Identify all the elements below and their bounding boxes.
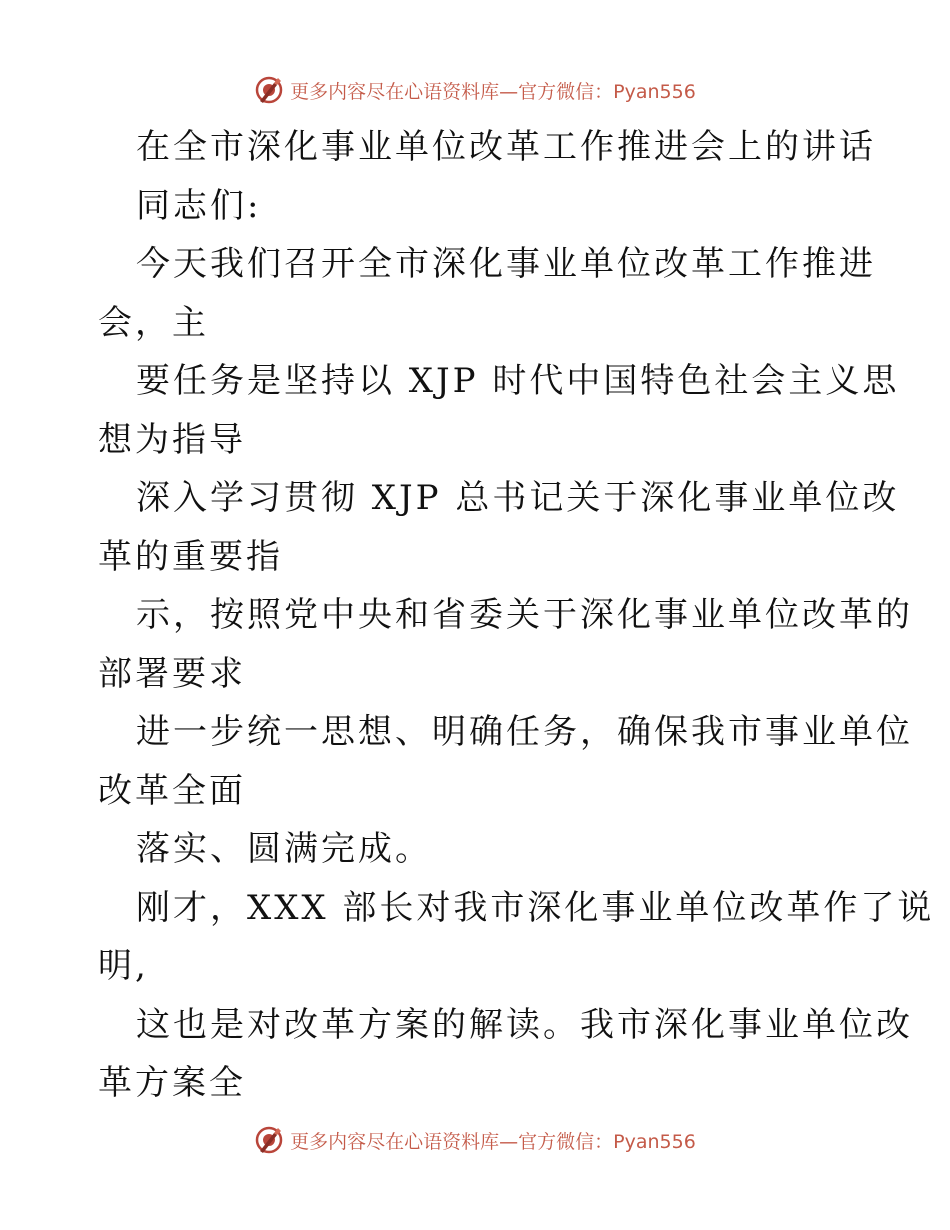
- paragraph-line: 深入学习贯彻 XJP 总书记关于深化事业单位改: [136, 478, 900, 518]
- document-title: 在全市深化事业单位改革工作推进会上的讲话: [136, 127, 876, 167]
- paragraph-line: 落实、圆满完成。: [136, 829, 432, 869]
- paragraph-line: 想为指导: [98, 419, 246, 460]
- footer-watermark: [0, 1120, 950, 1160]
- paragraph-line: 改革全面: [98, 770, 246, 811]
- paragraph-line: 今天我们召开全市深化事业单位改革工作推进: [136, 244, 876, 284]
- paragraph-line: 革的重要指: [98, 536, 283, 577]
- paragraph-line: 进一步统一思想、明确任务，确保我市事业单位: [136, 712, 913, 752]
- paragraph-line: 示，按照党中央和省委关于深化事业单位改革的: [136, 595, 913, 635]
- watermark-text: 更多内容尽在心语资料库—官方微信：Pyan556: [290, 1130, 696, 1153]
- pen-logo-icon: [254, 1125, 284, 1155]
- paragraph-line: 革方案全: [98, 1063, 246, 1103]
- paragraph-line: 会，主: [98, 302, 209, 343]
- paragraph-line: 刚才，XXX 部长对我市深化事业单位改革作了说: [136, 887, 935, 928]
- paragraph-line: 要任务是坚持以 XJP 时代中国特色社会主义思: [136, 361, 900, 401]
- paragraph-line: 明,: [98, 946, 149, 986]
- salutation: 同志们:: [136, 185, 262, 226]
- document-body: [98, 118, 935, 1113]
- paragraph-line: 部署要求: [98, 653, 246, 694]
- pen-logo-icon: [254, 75, 284, 105]
- watermark-text: 更多内容尽在心语资料库—官方微信：Pyan556: [290, 80, 696, 103]
- header-watermark: [0, 70, 950, 110]
- paragraph-line: 这也是对改革方案的解读。我市深化事业单位改: [136, 1004, 913, 1045]
